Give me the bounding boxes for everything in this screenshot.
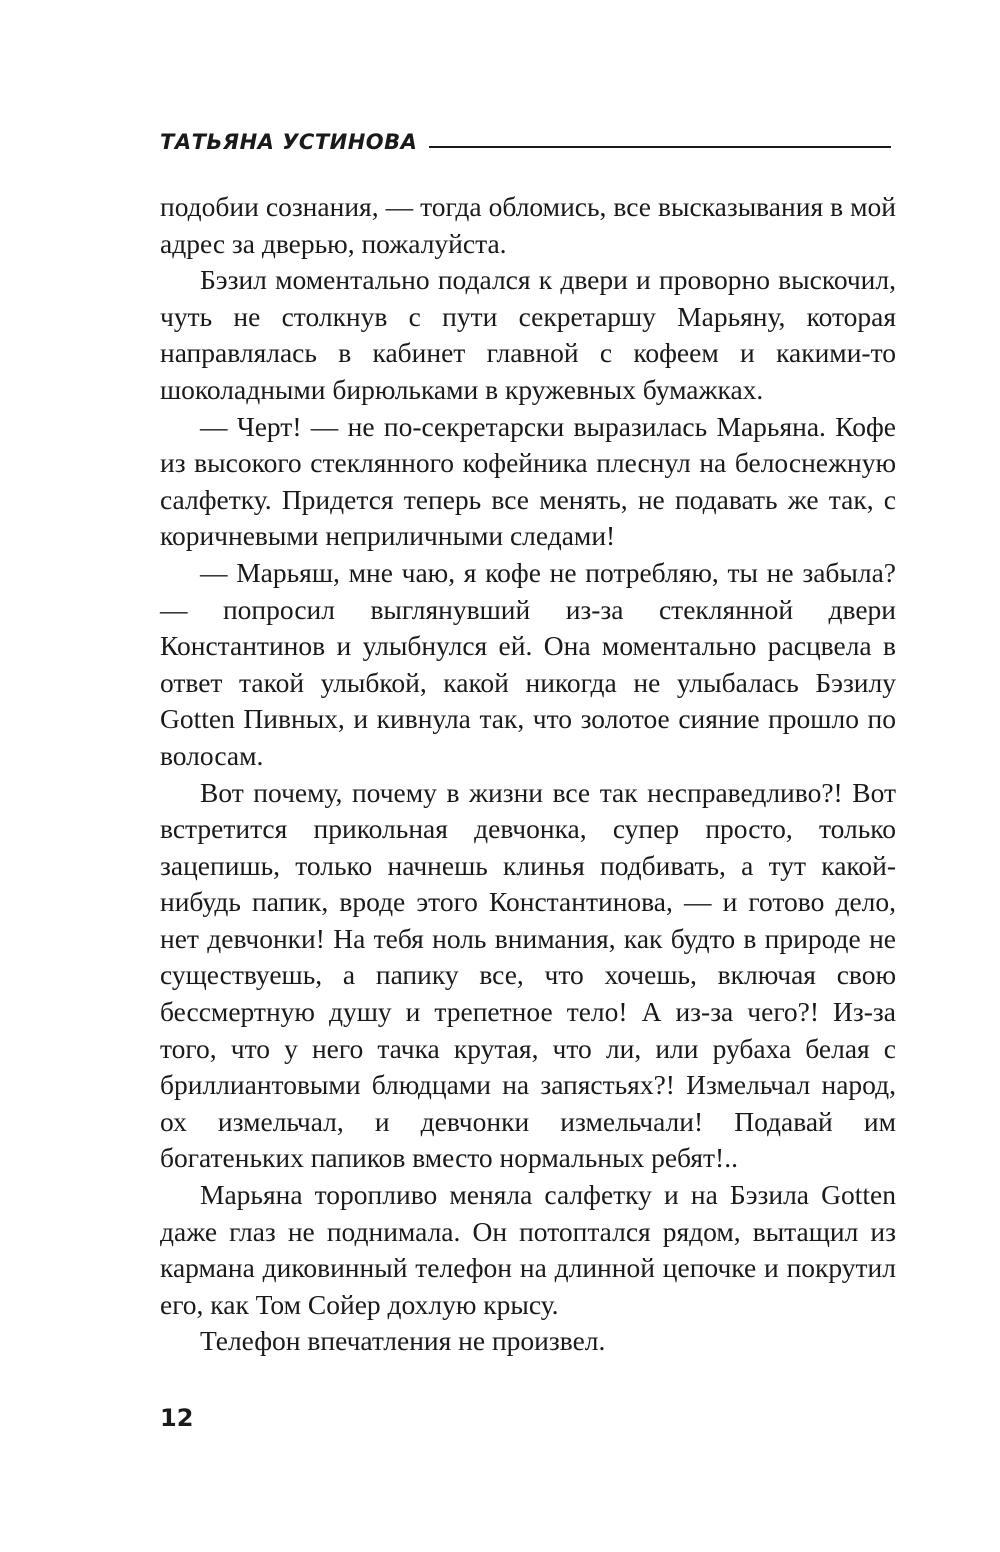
paragraph-2: Бэзил моментально подался к двери и проворно выскочил, чуть не столкнув с пути секретаршу Марьяну, которая направлялась в кабинет главной с кофеем и какими-то шоколадными бирюльками в кружевных бумажках. xyxy=(160,264,896,405)
paragraph-1: подобии сознания, — тогда обломись, все высказывания в мой адрес за дверью, пожалуйста. xyxy=(160,191,896,259)
paragraph-3: — Черт! — не по-секретарски выразилась Марьяна. Кофе из высокого стеклянного кофейника плеснул на белоснежную салфетку. Придется теперь все менять, не подавать же так, с коричневыми неприличными следами! xyxy=(160,410,896,552)
page-number: 12 xyxy=(160,1404,194,1432)
running-header xyxy=(160,124,891,160)
body-text xyxy=(160,189,896,1360)
paragraph-4: — Марьяш, мне чаю, я кофе не потребляю, ты не забыла? — попросил выглянувший из-за стеклянной двери Константинов и улыбнулся ей. Она моментально расцвела в ответ такой улыбкой, какой никогда не улыбалась Бэзилу Gotten Пивных, и кивнула так, что золотое сияние прошло по волосам. xyxy=(160,556,896,771)
paragraph-5: Вот почему, почему в жизни все так несправедливо?! Вот встретится прикольная девчонка, супер просто, только зацепишь, только начнешь клинья подбивать, а тут какой-нибудь папик, вроде этого Константинова, — и готово дело, нет девчонки! На тебя ноль внимания, как будто в природе не существуешь, а папику все, что хочешь, включая свою бессмертную душу и трепетное тело! А из-за чего?! Из-за того, что у него тачка крутая, что ли, или рубаха белая с бриллиантовыми блюдцами на запястьях?! Измельчал народ, ох измельчал, и девчонки измельчали! Подавай им богатеньких папиков вместо нормальных ребят!.. xyxy=(160,776,896,1174)
author-name: ТАТЬЯНА УСТИНОВА xyxy=(160,130,418,154)
paragraph-7: Телефон впечатления не произвел. xyxy=(200,1325,606,1357)
paragraph-6: Марьяна торопливо меняла салфетку и на Бэзила Gotten даже глаз не поднимала. Он потоптался рядом, вытащил из кармана диковинный телефон на длинной цепочке и покрутил его, как Том Сойер дохлую крысу. xyxy=(160,1179,896,1320)
header-rule xyxy=(429,146,891,148)
